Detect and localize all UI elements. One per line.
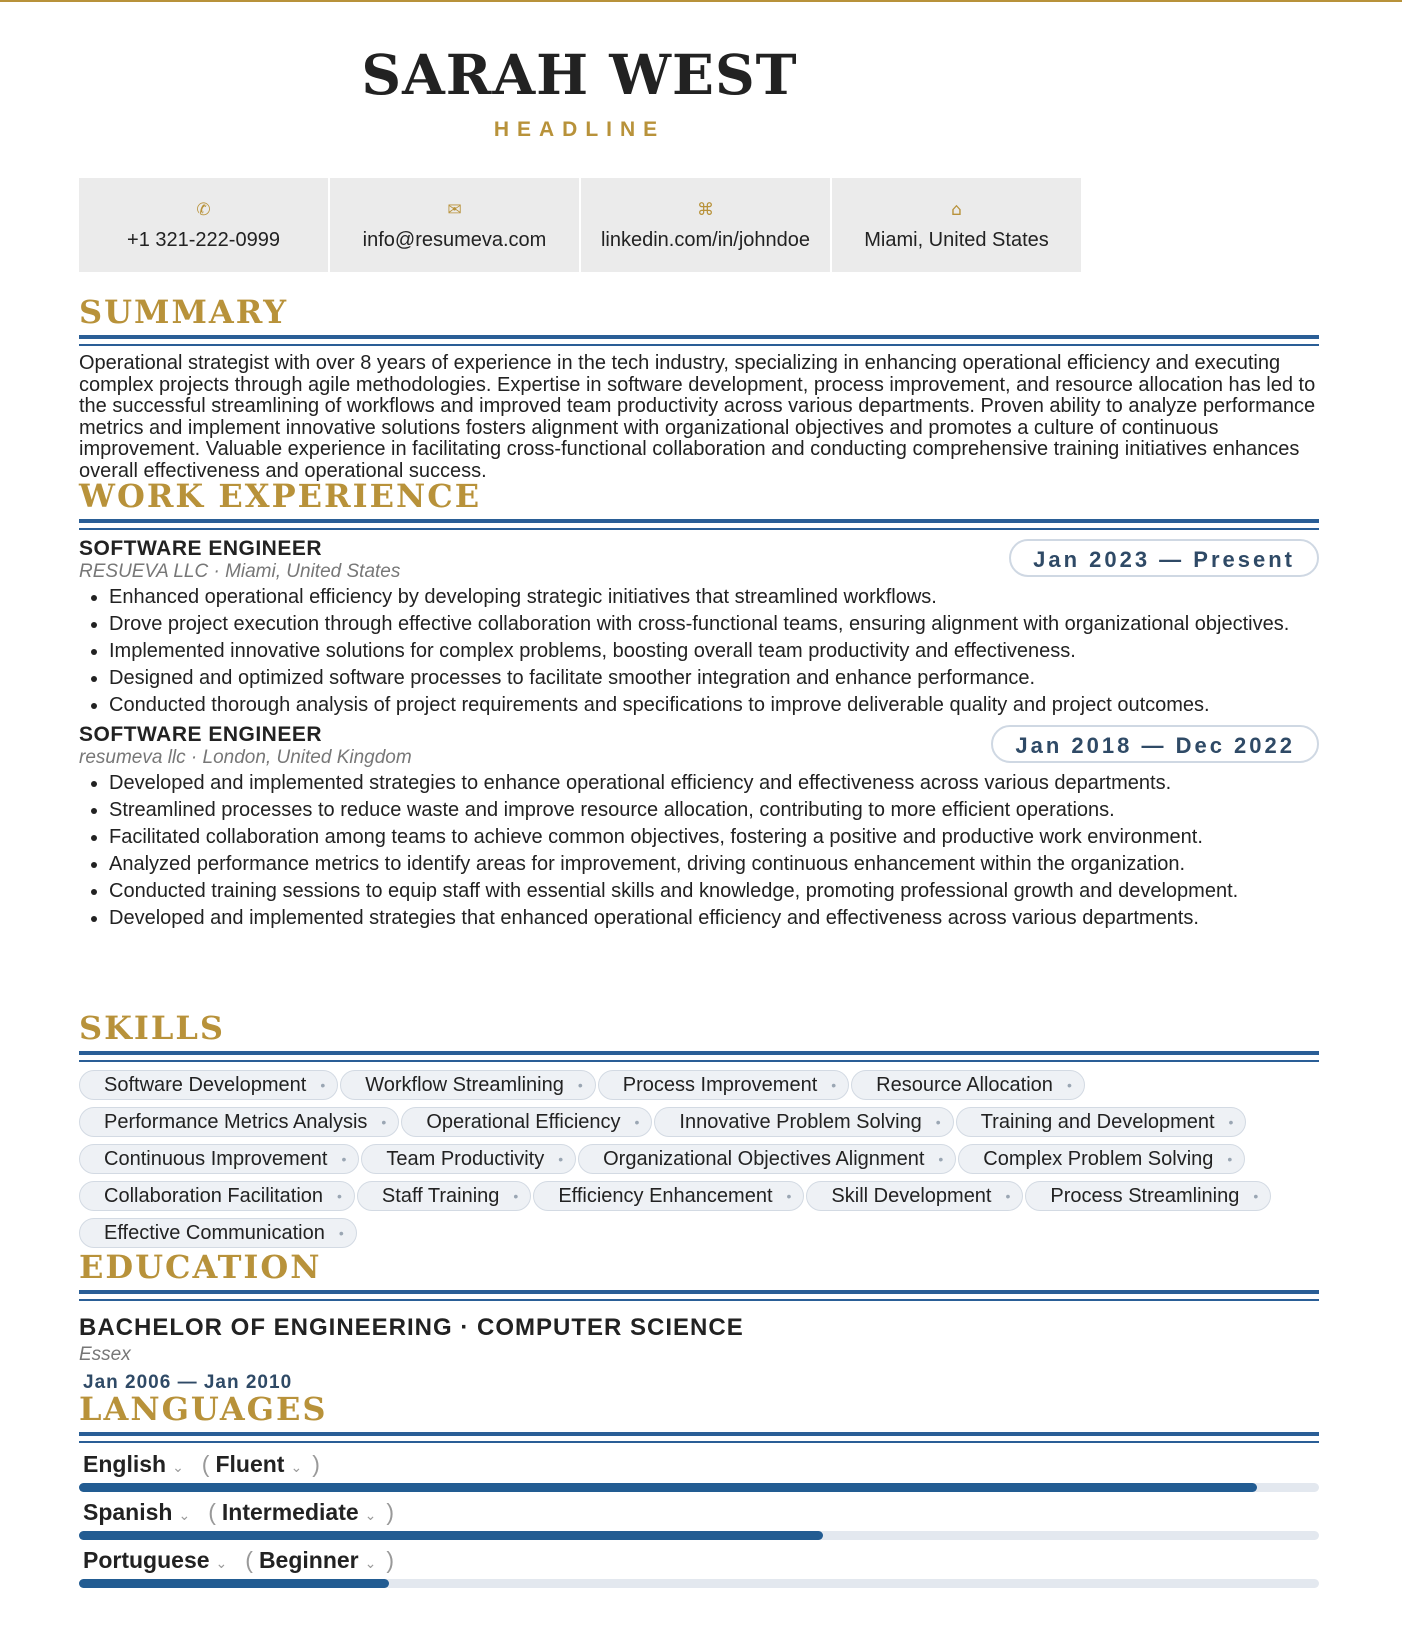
skill-label: Training and Development <box>980 1110 1215 1133</box>
skill-label: Innovative Problem Solving <box>679 1110 922 1133</box>
dot-icon: • <box>831 1077 837 1093</box>
link-icon: ⌘ <box>697 199 714 220</box>
bullet-item: • Streamlined processes to reduce waste and improve resource allocation, contributing to more efficient operations. <box>109 797 1319 824</box>
dot-icon: • <box>1228 1114 1234 1130</box>
work-section <box>79 478 1319 932</box>
contact-linkedin[interactable] <box>581 178 830 272</box>
skill-label: Team Productivity <box>386 1147 545 1170</box>
dot-icon: • <box>341 1151 347 1167</box>
skill-label: Operational Efficiency <box>426 1110 621 1133</box>
skill-label: Resource Allocation <box>876 1073 1053 1096</box>
contact-phone[interactable] <box>79 178 328 272</box>
skill-chip <box>533 1181 804 1211</box>
phone-icon: ✆ <box>196 199 211 220</box>
bullet-item: • Developed and implemented strategies that enhanced operational efficiency and effectiveness across various departments. <box>109 905 1319 932</box>
languages-section <box>79 1391 1319 1593</box>
section-title: WORK EXPERIENCE <box>79 477 482 515</box>
section-rule <box>79 335 1319 346</box>
bullet-item: • Conducted thorough analysis of project requirements and specifications to improve deliverable quality and project outcomes. <box>109 692 1319 719</box>
proficiency-bar <box>79 1531 1319 1540</box>
language-row <box>79 1497 1319 1545</box>
chevron-down-icon[interactable]: ⌄ <box>172 1459 184 1475</box>
skill-chip <box>79 1181 355 1211</box>
language-line <box>79 1545 1319 1578</box>
skill-chip <box>958 1144 1245 1174</box>
skill-label: Process Streamlining <box>1050 1184 1240 1207</box>
skill-label: Performance Metrics Analysis <box>104 1110 368 1133</box>
bullet-item: • Analyzed performance metrics to identify areas for improvement, driving continuous enhancement within the organization. <box>109 851 1319 878</box>
skill-label: Workflow Streamlining <box>365 1073 564 1096</box>
section-title: LANGUAGES <box>79 1390 328 1428</box>
language-row <box>79 1449 1319 1497</box>
job-bullets <box>79 584 1319 719</box>
paren-close: ) <box>386 1499 395 1525</box>
proficiency-fill <box>79 1579 389 1588</box>
dot-icon: • <box>381 1114 387 1130</box>
dot-icon: • <box>337 1188 342 1204</box>
chevron-down-icon[interactable]: ⌄ <box>178 1507 191 1523</box>
dot-icon: • <box>935 1114 941 1130</box>
skill-label: Staff Training <box>381 1184 500 1207</box>
bullet-item: • Drove project execution through effective collaboration with cross-functional teams, ensuring alignment with organizational objectives. <box>109 611 1319 638</box>
skill-label: Effective Communication <box>104 1221 325 1244</box>
bullet-item: • Enhanced operational efficiency by developing strategic initiatives that streamlined workflows. <box>109 584 1319 611</box>
chevron-down-icon[interactable]: ⌄ <box>364 1555 377 1571</box>
job-title: SOFTWARE ENGINEER <box>79 537 323 560</box>
dot-icon: • <box>1253 1188 1259 1204</box>
dot-icon: • <box>513 1188 519 1204</box>
paren-close: ) <box>386 1547 395 1573</box>
education-section <box>79 1249 1319 1398</box>
summary-text: Operational strategist with over 8 years of experience in the tech industry, specializing in enhancing operational efficiency and executing complex projects through agile methodologies. Expertise in software development, process improvement, and resource allocation has led to the successful streamlining of workflows and improved team productivity across various departments. Proven ability to analyze performance metrics and implement innovative solutions fosters alignment with organizational objectives and promotes a culture of continuous improvement. Valuable experience in facilitating cross-functional collaboration and conducting comprehensive training initiatives enhances overall effectiveness and operational success. <box>79 352 1316 482</box>
proficiency-bar <box>79 1579 1319 1588</box>
language-line <box>79 1497 1319 1530</box>
chevron-down-icon[interactable]: ⌄ <box>290 1459 303 1475</box>
bullet-item: • Implemented innovative solutions for complex problems, boosting overall team productivity and effectiveness. <box>109 638 1319 665</box>
skill-chip <box>578 1144 956 1174</box>
skill-label: Collaboration Facilitation <box>104 1184 324 1207</box>
language-name[interactable]: English <box>83 1451 167 1477</box>
language-name[interactable]: Spanish <box>83 1499 173 1525</box>
job-date-badge: Jan 2023 — Present <box>1009 539 1319 577</box>
dot-icon: • <box>938 1151 944 1167</box>
skill-chip <box>806 1181 1023 1211</box>
education-date: Jan 2006 — Jan 2010 <box>83 1372 293 1393</box>
languages-list <box>79 1449 1319 1593</box>
dot-icon: • <box>338 1225 344 1241</box>
chevron-down-icon[interactable]: ⌄ <box>364 1507 377 1523</box>
dot-icon: • <box>786 1188 792 1204</box>
skill-label: Efficiency Enhancement <box>558 1184 773 1207</box>
skills-section <box>79 1010 1319 1255</box>
language-name[interactable]: Portuguese <box>83 1547 210 1573</box>
school-name: Essex <box>79 1344 131 1365</box>
section-rule <box>79 519 1319 530</box>
job-bullets <box>79 770 1319 932</box>
chevron-down-icon[interactable]: ⌄ <box>215 1555 228 1571</box>
contact-linkedin-text: linkedin.com/in/johndoe <box>600 228 811 251</box>
section-rule <box>79 1051 1319 1062</box>
bullet-item: • Developed and implemented strategies to enhance operational efficiency and effectiveness across various departments. <box>109 770 1319 797</box>
skill-chip <box>1025 1181 1271 1211</box>
skill-chip <box>401 1107 652 1137</box>
skill-chip <box>357 1181 531 1211</box>
section-title: EDUCATION <box>79 1248 322 1286</box>
dot-icon: • <box>577 1077 583 1093</box>
dot-icon: • <box>1066 1077 1072 1093</box>
degree-title: BACHELOR OF ENGINEERING · COMPUTER SCIENCE <box>79 1314 744 1341</box>
language-row <box>79 1545 1319 1593</box>
contact-location[interactable] <box>832 178 1081 272</box>
section-title: SKILLS <box>79 1009 225 1047</box>
bullet-item: • Designed and optimized software processes to facilitate smoother integration and enhance performance. <box>109 665 1319 692</box>
contact-phone-text: +1 321-222-0999 <box>127 228 280 251</box>
proficiency-bar <box>79 1483 1319 1492</box>
paren-open: ( <box>201 1451 210 1477</box>
job-date-badge: Jan 2018 — Dec 2022 <box>991 725 1319 763</box>
skill-chip <box>340 1070 596 1100</box>
dot-icon: • <box>558 1151 564 1167</box>
job-company: resumeva llc · London, United Kingdom <box>79 747 412 768</box>
paren-open: ( <box>245 1547 253 1573</box>
skill-chip <box>79 1070 338 1100</box>
paren-close: ) <box>312 1451 320 1477</box>
job-company: RESUEVA LLC · Miami, United States <box>79 561 401 582</box>
dot-icon: • <box>320 1077 326 1093</box>
home-icon: ⌂ <box>951 199 962 220</box>
top-accent-line <box>0 0 1402 2</box>
candidate-name: SARAH WEST <box>361 42 798 107</box>
language-level[interactable]: Intermediate <box>221 1499 359 1525</box>
skill-label: Process Improvement <box>622 1073 818 1096</box>
skill-chip <box>956 1107 1247 1137</box>
skill-chip <box>79 1144 359 1174</box>
skill-chip <box>654 1107 953 1137</box>
job-entry <box>79 537 1319 719</box>
bullet-item: • Conducted training sessions to equip staff with essential skills and knowledge, promoting professional growth and development. <box>109 878 1319 905</box>
section-title: SUMMARY <box>79 293 289 331</box>
language-level[interactable]: Beginner <box>258 1547 359 1573</box>
job-title: SOFTWARE ENGINEER <box>79 723 323 746</box>
section-rule <box>79 1432 1319 1443</box>
summary-section <box>79 294 1319 483</box>
dot-icon: • <box>1005 1188 1011 1204</box>
skill-chip <box>79 1218 357 1248</box>
language-line <box>79 1449 1319 1482</box>
contact-email[interactable] <box>330 178 579 272</box>
section-rule <box>79 1290 1319 1301</box>
paren-open: ( <box>208 1499 216 1525</box>
bullet-item: • Facilitated collaboration among teams to achieve common objectives, fostering a positive and productive work environment. <box>109 824 1319 851</box>
skill-label: Complex Problem Solving <box>983 1147 1214 1170</box>
skill-chip <box>598 1070 849 1100</box>
skill-chip <box>851 1070 1085 1100</box>
proficiency-fill <box>79 1483 1257 1492</box>
skill-label: Skill Development <box>831 1184 992 1207</box>
skill-label: Organizational Objectives Alignment <box>603 1147 925 1170</box>
headline: HEADLINE <box>493 118 666 141</box>
job-entry <box>79 723 1319 932</box>
skill-label: Software Development <box>104 1073 307 1096</box>
skill-chip <box>79 1107 399 1137</box>
dot-icon: • <box>1227 1151 1233 1167</box>
contact-location-text: Miami, United States <box>864 228 1049 251</box>
proficiency-fill <box>79 1531 823 1540</box>
dot-icon: • <box>634 1114 640 1130</box>
contact-email-text: info@resumeva.com <box>362 228 547 251</box>
contact-bar <box>79 178 1081 272</box>
language-level[interactable]: Fluent <box>215 1451 285 1477</box>
skills-list <box>79 1070 1319 1255</box>
skill-label: Continuous Improvement <box>104 1147 328 1170</box>
mail-icon: ✉ <box>447 199 462 220</box>
skill-chip <box>361 1144 576 1174</box>
